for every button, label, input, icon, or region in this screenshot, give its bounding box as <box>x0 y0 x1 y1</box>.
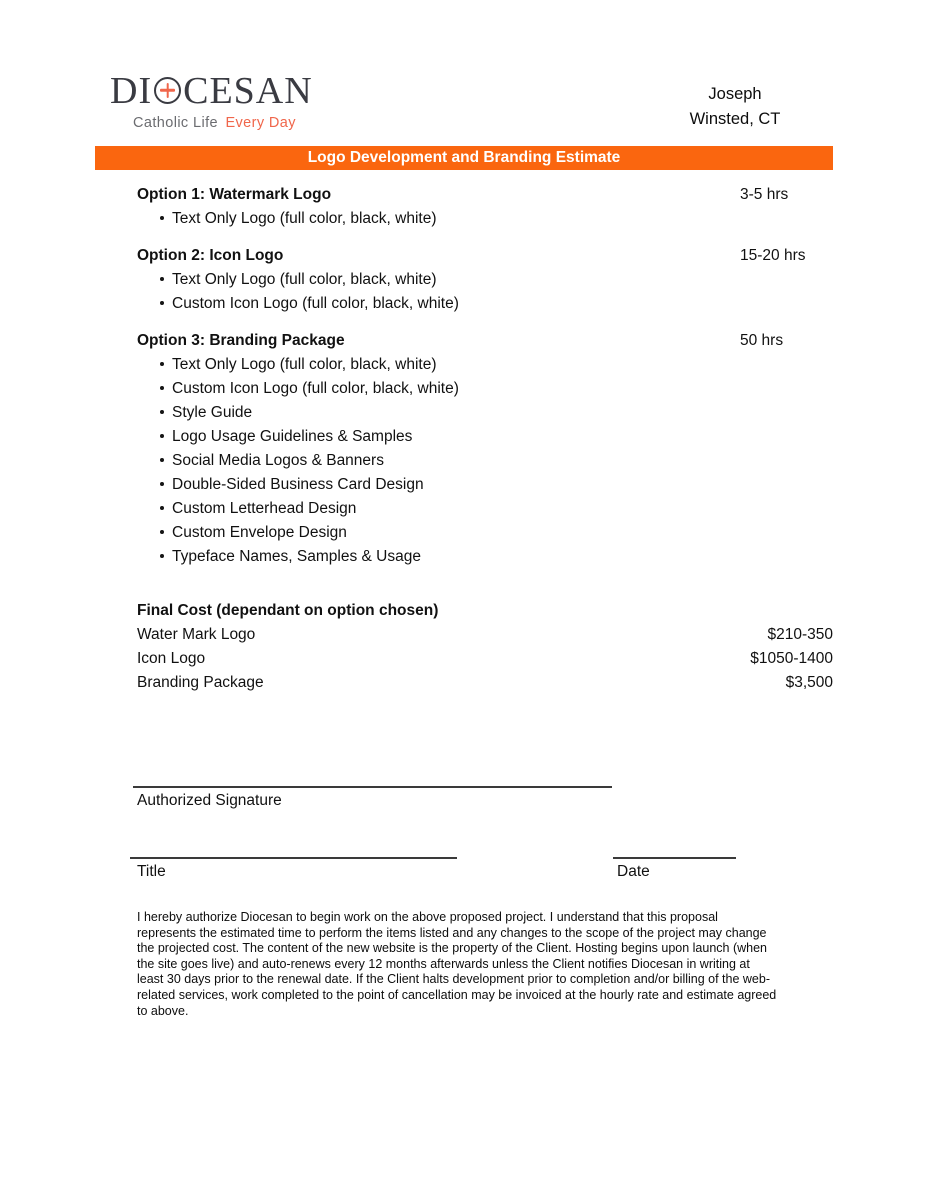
cost-item-label: Branding Package <box>137 674 264 691</box>
option-bullet-item <box>137 210 833 227</box>
option-bullet-label: Social Media Logos & Banners <box>172 452 384 469</box>
option-bullet-label: Custom Icon Logo (full color, black, white) <box>172 380 459 397</box>
option-bullet-label: Double-Sided Business Card Design <box>172 476 424 493</box>
option-bullet-item <box>137 452 833 469</box>
title-line <box>130 857 457 859</box>
bullet-icon <box>160 410 164 414</box>
option-bullet-label: Logo Usage Guidelines & Samples <box>172 428 413 445</box>
option-bullet-label: Text Only Logo (full color, black, white) <box>172 271 437 288</box>
estimate-banner <box>95 146 833 170</box>
authorized-signature-line <box>133 786 612 788</box>
cross-circle-icon <box>154 77 181 104</box>
option-bullet-label: Custom Envelope Design <box>172 524 347 541</box>
option-bullet-item <box>137 524 833 541</box>
option-hours-value: 15-20 hrs <box>740 247 806 264</box>
cost-item-label: Water Mark Logo <box>137 626 256 643</box>
option-heading-row <box>137 186 833 203</box>
option-bullet-label: Custom Icon Logo (full color, black, white) <box>172 295 459 312</box>
date-line <box>613 857 736 859</box>
option-heading-row <box>137 247 833 264</box>
option-heading-label: Option 2: Icon Logo <box>137 247 284 264</box>
client-info <box>640 82 830 132</box>
option-bullet-label: Text Only Logo (full color, black, white) <box>172 356 437 373</box>
final-cost-row <box>137 674 833 691</box>
option-bullet-item <box>137 271 833 288</box>
option-bullet-item <box>137 500 833 517</box>
cost-item-price: $210-350 <box>767 626 833 643</box>
tagline-primary: Catholic Life <box>133 115 218 131</box>
diocesan-logo <box>110 72 313 131</box>
option-bullet-item <box>137 295 833 312</box>
option-section <box>137 186 833 227</box>
option-bullet-label: Text Only Logo (full color, black, white) <box>172 210 437 227</box>
option-heading-label: Option 3: Branding Package <box>137 332 345 349</box>
logo-text-suffix: CESAN <box>183 70 313 112</box>
option-section <box>137 332 833 565</box>
option-hours-value: 50 hrs <box>740 332 784 349</box>
final-cost-rows <box>137 626 833 691</box>
final-cost-heading: Final Cost (dependant on option chosen) <box>137 602 439 619</box>
final-cost-row <box>137 650 833 667</box>
final-cost-row <box>137 626 833 643</box>
option-heading-label: Option 1: Watermark Logo <box>137 186 332 203</box>
bullet-icon <box>160 386 164 390</box>
cost-item-price: $1050-1400 <box>750 650 833 667</box>
option-bullet-item <box>137 548 833 565</box>
title-label: Title <box>137 863 166 880</box>
option-bullet-item <box>137 356 833 373</box>
option-heading-row <box>137 332 833 349</box>
option-section <box>137 247 833 312</box>
date-label: Date <box>617 863 650 880</box>
logo-tagline <box>110 115 313 131</box>
logo-text-prefix: DI <box>110 70 153 112</box>
option-bullet-item <box>137 404 833 421</box>
bullet-icon <box>160 216 164 220</box>
bullet-icon <box>160 277 164 281</box>
option-bullet-item <box>137 380 833 397</box>
option-bullet-label: Custom Letterhead Design <box>172 500 357 517</box>
bullet-icon <box>160 482 164 486</box>
bullet-icon <box>160 301 164 305</box>
legal-paragraph: I hereby authorize Diocesan to begin work on the above proposed project. I understand that this proposal represents the estimated time to perform the items listed and any changes to the scope of the project may change the projected cost. The content of the new website is the property of the Client. Hosting begins upon launch (when the site goes live) and auto-renews every 12 months afterwards unless the Client notifies Diocesan in writing at least 30 days prior to the renewal date. If the Client halts development prior to completion and/or billing of the web-related services, work completed to the point of cancellation may be invoiced at the hourly rate and estimate agreed to above. <box>137 910 777 1018</box>
bullet-icon <box>160 434 164 438</box>
tagline-accent: Every Day <box>225 115 296 131</box>
option-bullet-label: Style Guide <box>172 404 253 421</box>
options-list <box>137 186 833 565</box>
estimate-content <box>137 186 833 691</box>
logo-wordmark <box>110 72 313 110</box>
bullet-icon <box>160 458 164 462</box>
final-cost-section <box>137 602 833 691</box>
option-hours-value: 3-5 hrs <box>740 186 789 203</box>
option-bullet-item <box>137 428 833 445</box>
bullet-icon <box>160 554 164 558</box>
option-bullet-item <box>137 476 833 493</box>
authorized-signature-label: Authorized Signature <box>137 792 282 809</box>
cost-item-label: Icon Logo <box>137 650 206 667</box>
bullet-icon <box>160 362 164 366</box>
option-bullet-label: Typeface Names, Samples & Usage <box>172 548 421 565</box>
client-name: Joseph <box>708 85 762 103</box>
bullet-icon <box>160 506 164 510</box>
bullet-icon <box>160 530 164 534</box>
cost-item-price: $3,500 <box>785 674 833 691</box>
banner-title: Logo Development and Branding Estimate <box>307 149 621 166</box>
client-location: Winsted, CT <box>689 110 781 128</box>
